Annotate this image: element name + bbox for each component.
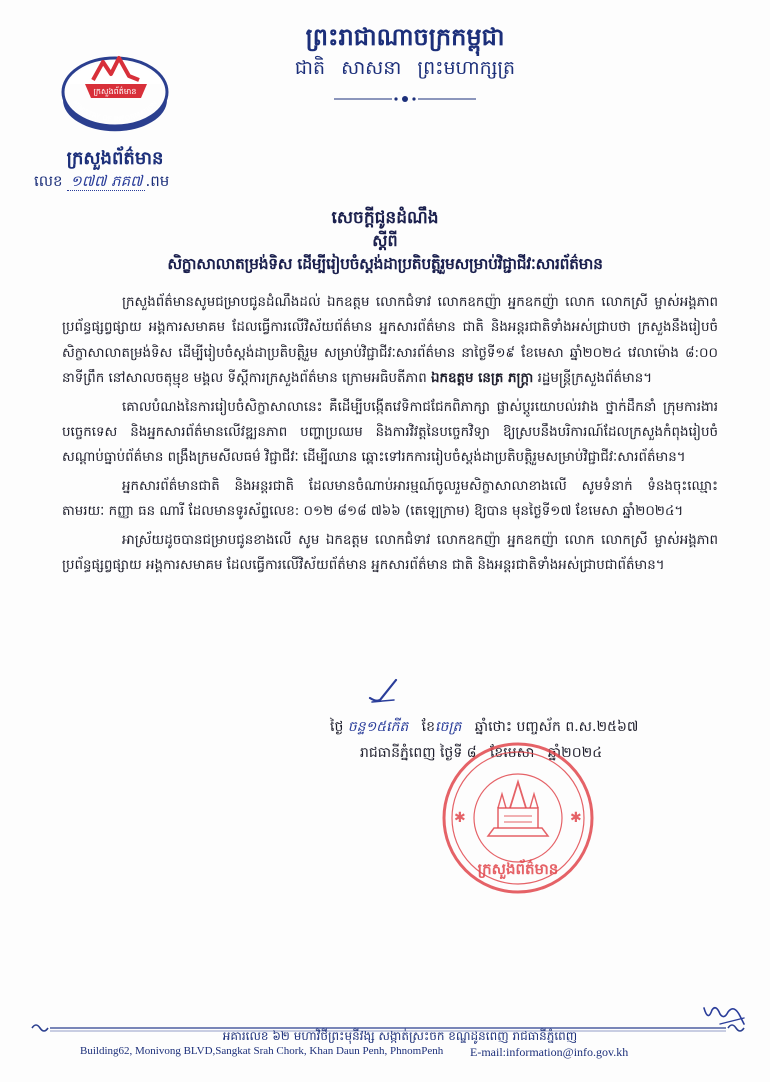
lunar-day-handwritten: ចន្ទ១៥កើត [347,719,409,735]
footer-email: E-mail:information@info.gov.kh [470,1045,629,1059]
kingdom-header [255,22,555,82]
svg-text:✱: ✱ [570,810,582,826]
ornament-divider-icon [330,92,480,106]
lunar-date-line: ថ្ងៃ ចន្ទ១៥កើត ខែចេត្រ ឆ្នាំថោះ បញ្ចស័ក ព.ស.២៥៦៧ [330,719,639,735]
official-seal-icon [438,738,598,898]
logo-english-text: MINISTRY OF INFORMATION [71,98,160,123]
notice-body [62,290,718,581]
notice-subject: សិក្ខាសាលាតម្រង់ទិស ដើម្បីរៀបចំស្តង់ដាប្រតិបត្តិរួមសម្រាប់វិជ្ជាជីវៈសារព័ត៌មាន [167,255,603,273]
national-motto: ជាតិ សាសនា ព្រះមហាក្សត្រ [294,57,516,79]
place-date-line: រាជធានីភ្នំពេញ ថ្ងៃទី ៨ ខែមេសា ឆ្នាំ២០២៤ [360,745,603,761]
seal-text: ក្រសួងព័ត៌មាន [477,860,559,878]
sender-ministry: ក្រសួងព័ត៌មាន [66,148,164,169]
notice-title: សេចក្តីជូនដំណឹង [331,208,439,228]
paragraph-2: គោលបំណងនៃការរៀបចំសិក្ខាសាលានេះ គឺដើម្បីបង្កើតវេទិកាជជែកពិភាក្សា ផ្លាស់ប្តូរយោបល់រវាង ថ្នាក់ដឹកនាំ ក្រុមការងារបច្ចេកទេស និងអ្នកសារព័ត៌មានលើវឌ្ឍនភាព បញ្ហាប្រឈម និងការវិវត្តនៃបច្ចេកវិទ្យា ឱ្យស្របនឹងបរិការណ៍ដែលក្រសួងកំពុងរៀបចំសណ្តាប់ធ្នាប់ព័ត៌មាន ពង្រឹងក្រមសីលធម៌ វិជ្ជាជីវៈ ដើម្បីឈាន ឆ្ពោះទៅរកការរៀបចំស្តង់ដាប្រតិបត្តិរួមសម្រាប់វិជ្ជាជីវៈសារព័ត៌មាន។ [62,399,718,466]
kingdom-title: ព្រះរាជាណាចក្រកម្ពុជា [305,23,505,51]
month-handwritten: មេសា [503,745,535,761]
lunar-year: ឆ្នាំថោះ បញ្ចស័ក ព.ស.២៥៦៧ [474,719,639,735]
paragraph-4: អាស្រ័យដូចបានជម្រាបជូនខាងលើ សូម ឯកឧត្តម លោកជំទាវ លោកឧកញ៉ា អ្នកឧកញ៉ា លោក លោកស្រី ម្ចាស់អង្គភាពប្រព័ន្ធផ្សព្វផ្សាយ អង្គការសមាគម ដែលធ្វើការលើវិស័យព័ត៌មាន អ្នកសារព័ត៌មាន ជាតិ និងអន្តរជាតិទាំងអស់ជ្រាបជាព័ត៌មាន។ [62,532,718,574]
minister-name: ឯកឧត្តម នេត្រ ភក្ត្រា [431,371,534,387]
logo-khmer-text: ក្រសួងព័ត៌មាន [93,87,137,96]
ref-prefix: លេខ [34,172,63,190]
ministry-logo [55,40,173,138]
notice-about: ស្តីពី [372,231,398,250]
notice-title-block [40,206,730,276]
reference-number [34,172,224,194]
paragraph-1: ក្រសួងព័ត៌មានសូមជម្រាបជូនដំណឹងដល់ ឯកឧត្តម លោកជំទាវ លោកឧកញ៉ា អ្នកឧកញ៉ា លោក លោកស្រី ម្ចាស់អង្គភាពប្រព័ន្ធផ្សព្វផ្សាយ អង្គការសមាគម ដែលធ្វើការលើវិស័យព័ត៌មាន អ្នកសារព័ត៌មាន ជាតិ និងអន្តរជាតិទាំងអស់ជ្រាបថា ក្រសួងនឹងរៀបចំសិក្ខាសាលាតម្រង់ទិស ដើម្បីរៀបចំស្តង់ដាប្រតិបត្តិរួម សម្រាប់វិជ្ជាជីវៈសារព័ត៌មាន នាថ្ងៃទី១៩ ខែមេសា ឆ្នាំ២០២៤ វេលាម៉ោង ៨:០០ នាទីព្រឹក នៅសាលចតុម្មុខ មង្គល ទីស្តីការក្រសួងព័ត៌មាន ក្រោមអធិបតីភាព ឯកឧត្តម នេត្រ ភក្ត្រា រដ្ឋមន្ត្រីក្រសួងព័ត៌មាន។ [62,295,718,387]
ref-handwritten: ១៧៧ ភគ៧ [67,172,145,191]
day-handwritten: ៨ [466,745,477,761]
footer-address-khmer: អគារលេខ ៦២ មហាវិថីព្រះមុនីវង្ស សង្កាត់ស្រះចក ខណ្ឌដូនពេញ រាជធានីភ្នំពេញ [222,1029,578,1043]
ref-suffix: .ពម [145,172,170,190]
paragraph-3: អ្នកសារព័ត៌មានជាតិ និងអន្តរជាតិ ដែលមានចំណាប់អារម្មណ៍ចូលរួមសិក្ខាសាលាខាងលើ សូមទំនាក់ ទំនងចុះឈ្មោះតាមរយៈ កញ្ញា ធន ណារី ដែលមានទូរស័ព្ទលេខ: ០១២ ៨១៨ ៧៦៦ (តេឡេក្រាម) ឱ្យបាន មុនថ្ងៃទី១៧ ខែមេសា ឆ្នាំ២០២៤។ [62,478,718,520]
lunar-month-handwritten: ចេត្រ [435,719,462,735]
handwritten-tick-icon [368,678,398,704]
svg-text:✱: ✱ [454,810,466,826]
footer-address-english: Building62, Monivong BLVD,Sangkat Srah Chork, Khan Daun Penh, PhnomPenh E-mail:information@info.gov.kh [80,1045,629,1059]
